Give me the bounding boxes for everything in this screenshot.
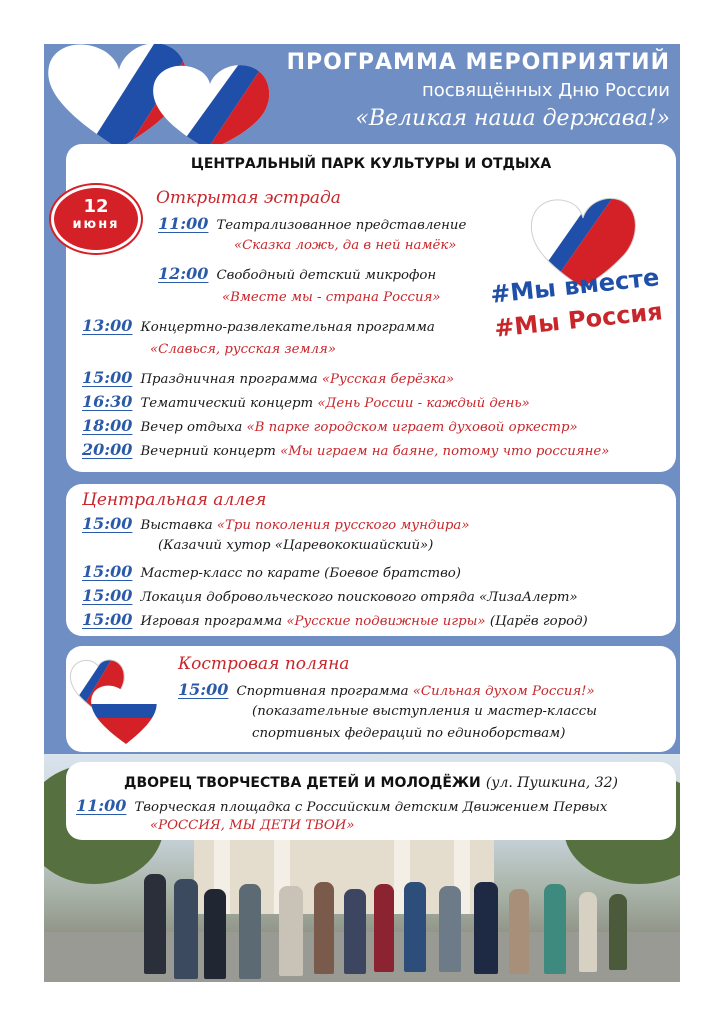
event-row: 11:00 Творческая площадка с Российским детским Движением Первых (76, 796, 608, 815)
event-title: «Славься, русская земля» (150, 342, 336, 357)
poster (44, 44, 680, 982)
event-row: 15:00 Праздничная программа «Русская берёзка» (82, 368, 455, 387)
date-badge: 12 июня (54, 188, 138, 250)
event-row: 15:00 Спортивная программа «Сильная духом Россия!» (178, 680, 595, 699)
flag-hearts-icon (68, 652, 164, 748)
event-title: «Вместе мы - страна Россия» (222, 290, 441, 305)
event-note: спортивных федераций по единоборствам) (252, 726, 566, 741)
hashtag-together: #Мы вместе (489, 263, 661, 309)
header-subtitle: посвящённых Дню России (421, 80, 670, 101)
header-title: ПРОГРАММА МЕРОПРИЯТИЙ (286, 50, 670, 75)
event-row: 12:00 Свободный детский микрофон (158, 264, 437, 283)
event-title: «Сказка ложь, да в ней намёк» (234, 238, 457, 253)
venue-title: ДВОРЕЦ ТВОРЧЕСТВА ДЕТЕЙ И МОЛОДЁЖИ (ул. Пушкина, 32) (124, 775, 618, 791)
palace-card (66, 762, 676, 840)
event-title: «РОССИЯ, МЫ ДЕТИ ТВОИ» (150, 818, 355, 833)
section-title: Центральная аллея (82, 490, 267, 510)
event-note: (показательные выступления и мастер-классы (252, 704, 597, 719)
event-row: 18:00 Вечер отдыха «В парке городском играет духовой оркестр» (82, 416, 578, 435)
event-note: (Казачий хутор «Царевококшайский») (158, 538, 434, 553)
bonfire-card (66, 646, 676, 752)
event-row: 16:30 Тематический концерт «День России - каждый день» (82, 392, 530, 411)
header-slogan: «Великая наша держава!» (355, 106, 670, 131)
section-title: Костровая поляна (178, 654, 350, 674)
central-park-card (66, 144, 676, 472)
event-row: 15:00 Мастер-класс по карате (Боевое братство) (82, 562, 461, 581)
event-row: 11:00 Театрализованное представление (158, 214, 467, 233)
event-row: 13:00 Концертно-развлекательная программа (82, 316, 435, 335)
central-alley-card (66, 484, 676, 636)
event-row: 15:00 Выставка «Три поколения русского мундира» (82, 514, 470, 533)
venue-title: ЦЕНТРАЛЬНЫЙ ПАРК КУЛЬТУРЫ И ОТДЫХА (190, 156, 552, 172)
section-title: Открытая эстрада (156, 188, 341, 208)
event-row: 15:00 Локация добровольческого поискового отряда «ЛизаАлерт» (82, 586, 578, 605)
event-row: 20:00 Вечерний концерт «Мы играем на баяне, потому что россияне» (82, 440, 610, 459)
hashtag-russia: #Мы Россия (492, 297, 664, 343)
event-row: 15:00 Игровая программа «Русские подвижные игры» (Царёв город) (82, 610, 588, 629)
